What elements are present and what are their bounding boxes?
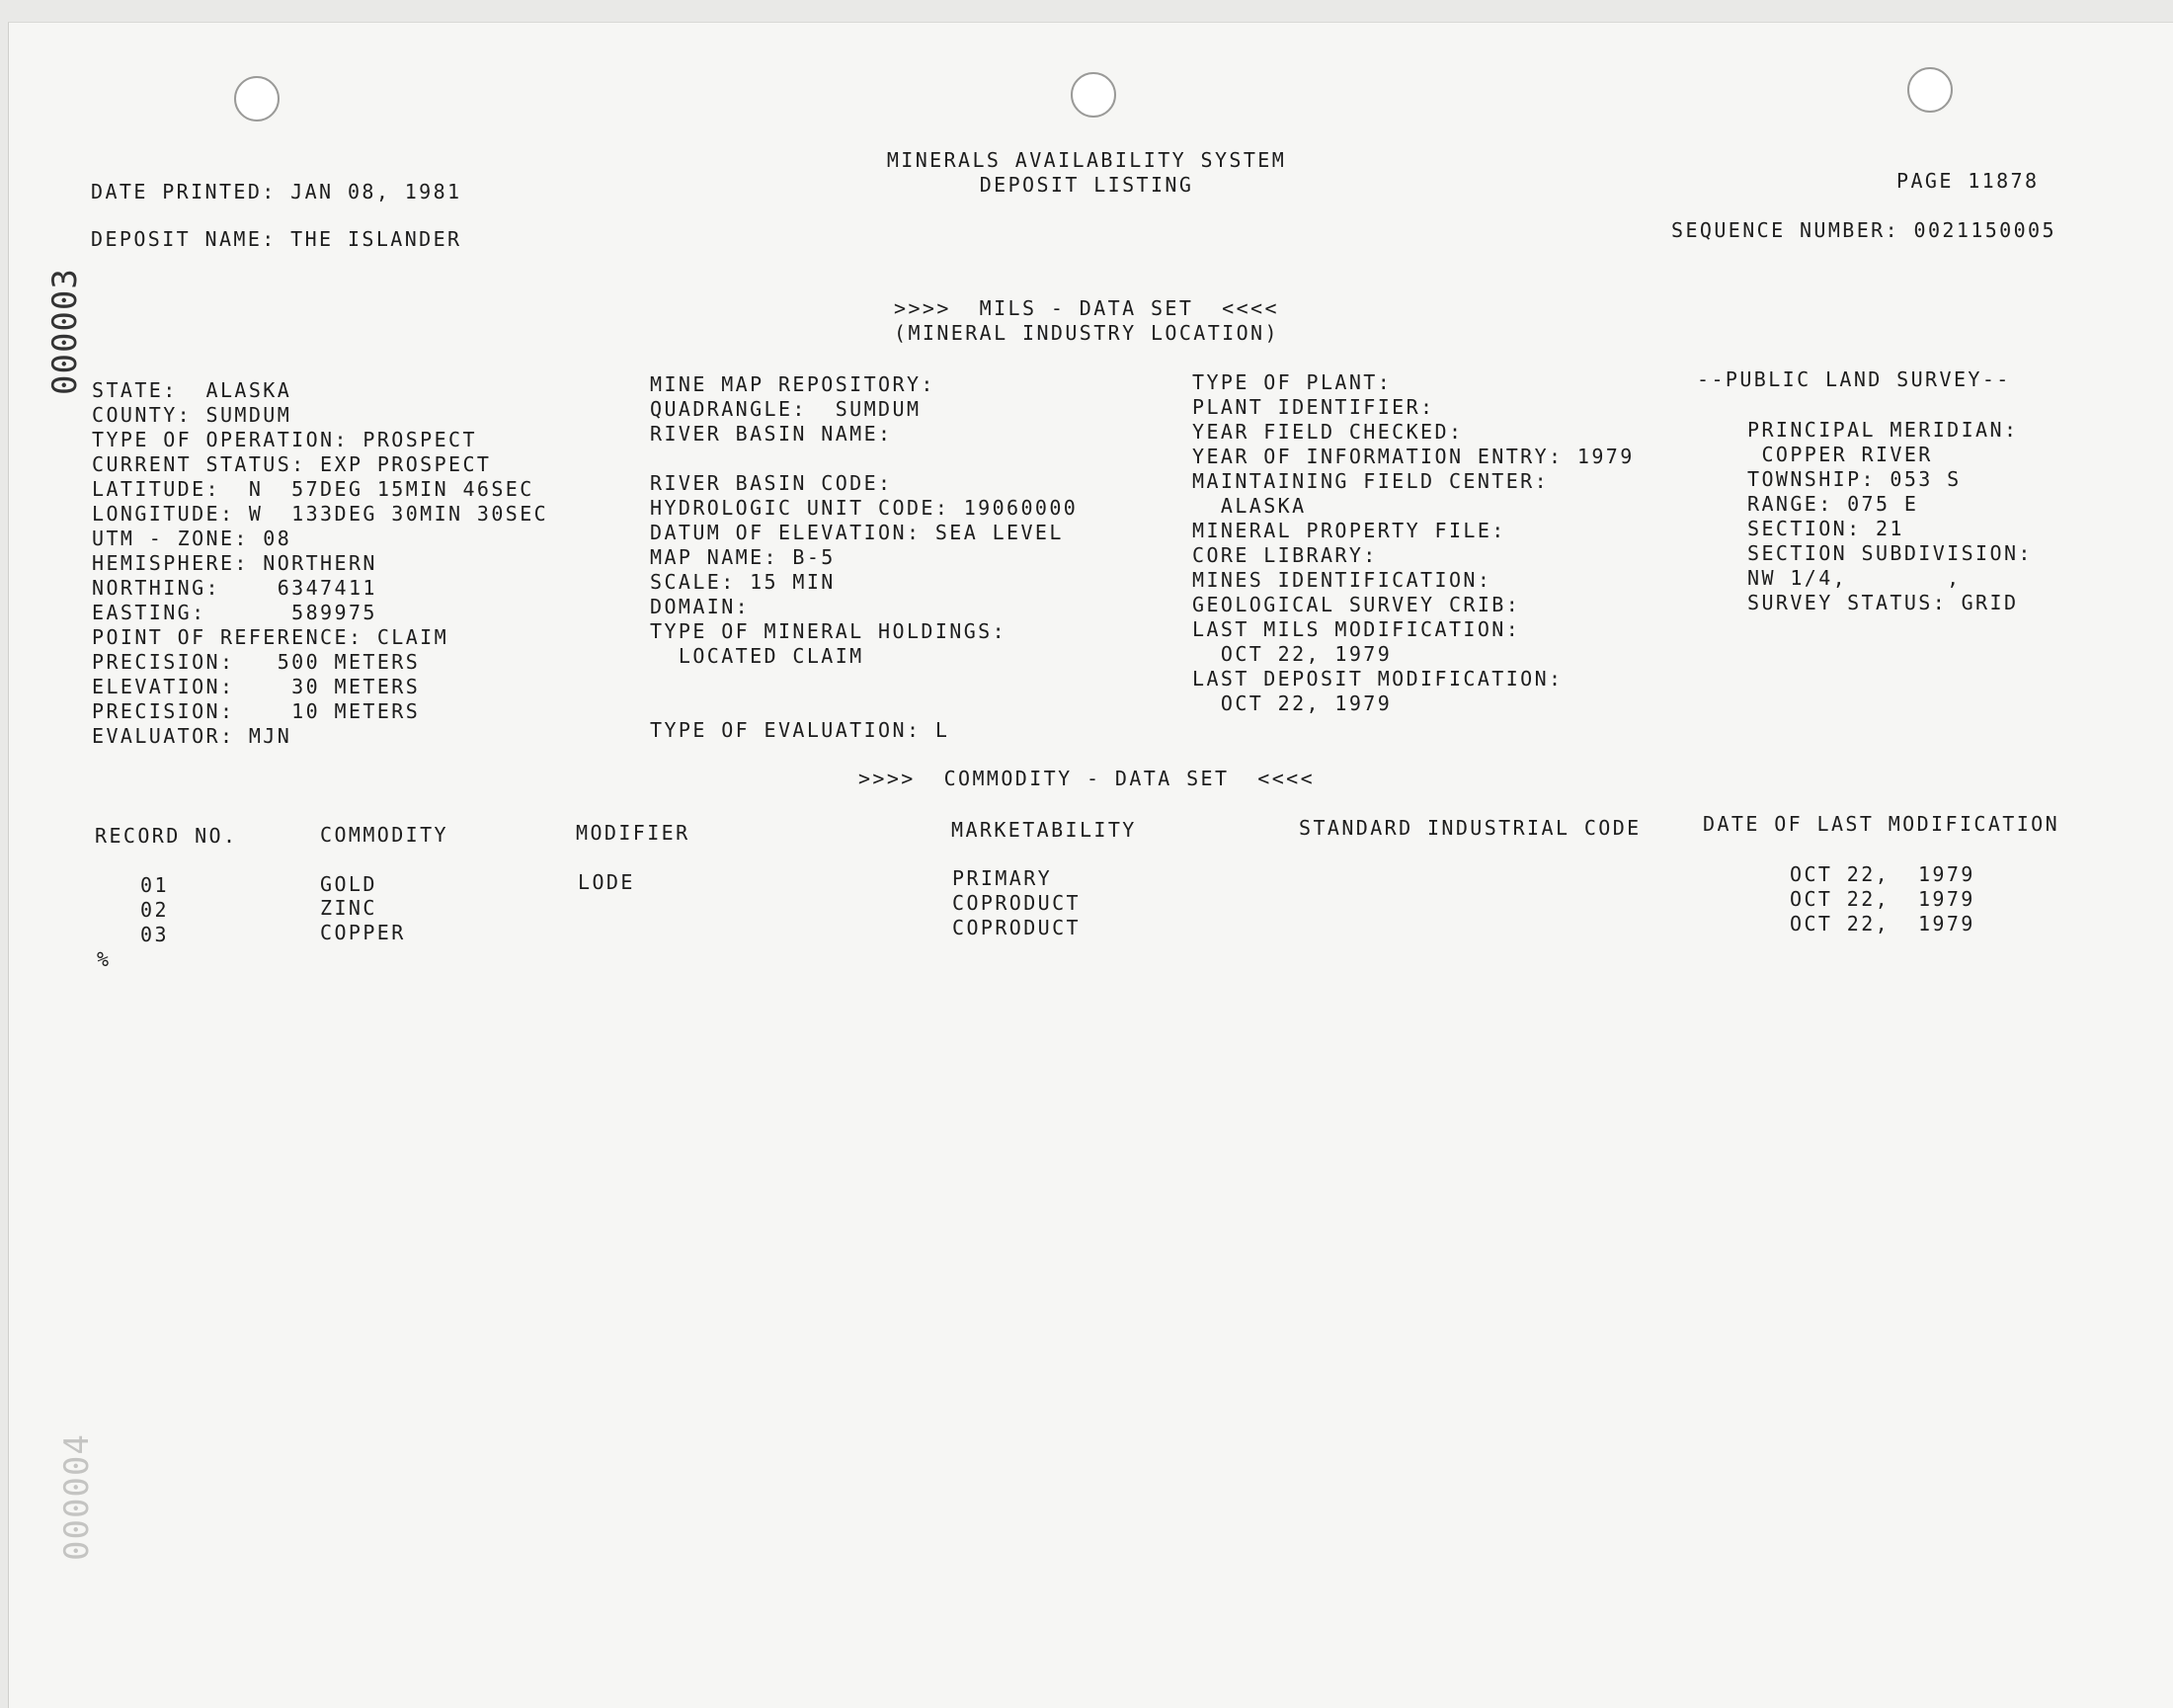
mils-column-land-survey xyxy=(1747,418,2033,615)
field-river-basin-name: RIVER BASIN NAME: xyxy=(650,422,893,446)
system-title: MINERALS AVAILABILITY SYSTEM xyxy=(886,148,1287,172)
field-latitude: LATITUDE: N 57DEG 15MIN 46SEC xyxy=(92,477,534,501)
mils-heading: >>>> MILS - DATA SET <<<< xyxy=(894,296,1279,320)
field-elevation: ELEVATION: 30 METERS xyxy=(92,675,421,698)
binder-hole-right xyxy=(1907,67,1953,113)
field-geological-survey-crib: GEOLOGICAL SURVEY CRIB: xyxy=(1192,593,1521,616)
field-section: SECTION: 21 xyxy=(1747,517,1904,540)
date-printed: DATE PRINTED: JAN 08, 1981 xyxy=(91,180,462,203)
field-utm-zone: UTM - ZONE: 08 xyxy=(92,527,292,550)
cell-date-modified: OCT 22, 1979 xyxy=(1790,887,1975,911)
field-principal-meridian: PRINCIPAL MERIDIAN: xyxy=(1747,418,2019,442)
field-last-mils-modification-value: OCT 22, 1979 xyxy=(1192,642,1393,666)
sequence-number: SEQUENCE NUMBER: 0021150005 xyxy=(1671,218,2056,242)
field-section-subdivision-value: NW 1/4, , xyxy=(1747,566,1962,590)
field-easting: EASTING: 589975 xyxy=(92,601,377,624)
field-longitude: LONGITUDE: W 133DEG 30MIN 30SEC xyxy=(92,502,549,526)
cell-date-modified: OCT 22, 1979 xyxy=(1790,912,1975,935)
field-current-status: CURRENT STATUS: EXP PROSPECT xyxy=(92,452,492,476)
field-mineral-holdings: TYPE OF MINERAL HOLDINGS: xyxy=(650,619,1007,643)
col-header-sic: STANDARD INDUSTRIAL CODE xyxy=(1299,816,1642,840)
field-township: TOWNSHIP: 053 S xyxy=(1747,467,1962,491)
binder-hole-left xyxy=(234,76,280,122)
field-year-information-entry: YEAR OF INFORMATION ENTRY: 1979 xyxy=(1192,445,1635,468)
col-header-date-modified: DATE OF LAST MODIFICATION xyxy=(1703,812,2060,836)
field-quadrangle: QUADRANGLE: SUMDUM xyxy=(650,397,922,421)
field-maintaining-field-center: MAINTAINING FIELD CENTER: xyxy=(1192,469,1550,493)
field-range: RANGE: 075 E xyxy=(1747,492,1919,516)
field-mines-identification: MINES IDENTIFICATION: xyxy=(1192,568,1492,592)
mils-column-plant xyxy=(1192,370,1635,716)
field-mineral-property-file: MINERAL PROPERTY FILE: xyxy=(1192,519,1506,542)
margin-code-bottom: 000004 xyxy=(57,1433,97,1561)
field-hydrologic-unit-code: HYDROLOGIC UNIT CODE: 19060000 xyxy=(650,496,1079,520)
col-header-marketability: MARKETABILITY xyxy=(951,818,1137,842)
cell-modifier: LODE xyxy=(578,870,635,894)
cell-record-no: 03 xyxy=(140,923,169,946)
field-principal-meridian-value: COPPER RIVER xyxy=(1747,443,1933,466)
cell-commodity: GOLD xyxy=(320,872,377,896)
field-river-basin-code: RIVER BASIN CODE: xyxy=(650,471,893,495)
cell-marketability: COPRODUCT xyxy=(952,891,1081,915)
end-of-listing-mark: % xyxy=(97,947,112,971)
field-last-deposit-modification-value: OCT 22, 1979 xyxy=(1192,691,1393,715)
field-last-deposit-modification: LAST DEPOSIT MODIFICATION: xyxy=(1192,667,1564,691)
field-scale: SCALE: 15 MIN xyxy=(650,570,836,594)
field-year-field-checked: YEAR FIELD CHECKED: xyxy=(1192,420,1464,444)
cell-marketability: PRIMARY xyxy=(952,866,1053,890)
field-evaluator: EVALUATOR: MJN xyxy=(92,724,292,748)
field-section-subdivision: SECTION SUBDIVISION: xyxy=(1747,541,2033,565)
field-elevation-precision: PRECISION: 10 METERS xyxy=(92,699,421,723)
field-operation-type: TYPE OF OPERATION: PROSPECT xyxy=(92,428,477,451)
field-core-library: CORE LIBRARY: xyxy=(1192,543,1378,567)
deposit-name: DEPOSIT NAME: THE ISLANDER xyxy=(91,227,462,251)
public-land-survey-heading: --PUBLIC LAND SURVEY-- xyxy=(1697,367,2011,391)
spacer-line xyxy=(650,669,1078,693)
cell-commodity: ZINC xyxy=(320,896,377,920)
cell-record-no: 01 xyxy=(140,873,169,897)
col-header-modifier: MODIFIER xyxy=(576,821,690,845)
col-header-record-no: RECORD NO. xyxy=(95,824,238,848)
cell-commodity: COPPER xyxy=(320,921,406,944)
field-mineral-holdings-value: LOCATED CLAIM xyxy=(650,644,864,668)
page-number: PAGE 11878 xyxy=(1896,169,2040,193)
field-type-of-evaluation: TYPE OF EVALUATION: L xyxy=(650,718,950,742)
mils-column-maps xyxy=(650,372,1078,743)
field-hemisphere: HEMISPHERE: NORTHERN xyxy=(92,551,377,575)
field-point-of-reference: POINT OF REFERENCE: CLAIM xyxy=(92,625,449,649)
field-domain: DOMAIN: xyxy=(650,595,751,618)
field-datum-of-elevation: DATUM OF ELEVATION: SEA LEVEL xyxy=(650,521,1064,544)
field-precision: PRECISION: 500 METERS xyxy=(92,650,421,674)
field-maintaining-field-center-value: ALASKA xyxy=(1192,494,1307,518)
cell-date-modified: OCT 22, 1979 xyxy=(1790,862,1975,886)
field-state: STATE: ALASKA xyxy=(92,378,292,402)
mils-column-location xyxy=(92,378,548,749)
cell-record-no: 02 xyxy=(140,898,169,922)
spacer-line xyxy=(650,693,1078,718)
cell-marketability: COPRODUCT xyxy=(952,916,1081,939)
field-map-name: MAP NAME: B-5 xyxy=(650,545,836,569)
col-header-commodity: COMMODITY xyxy=(320,823,448,847)
spacer-line xyxy=(650,447,1078,471)
field-last-mils-modification: LAST MILS MODIFICATION: xyxy=(1192,617,1521,641)
mils-subheading: (MINERAL INDUSTRY LOCATION) xyxy=(894,321,1279,345)
field-county: COUNTY: SUMDUM xyxy=(92,403,292,427)
binder-hole-center xyxy=(1071,72,1116,118)
field-northing: NORTHING: 6347411 xyxy=(92,576,377,600)
field-plant-identifier: PLANT IDENTIFIER: xyxy=(1192,395,1435,419)
field-survey-status: SURVEY STATUS: GRID xyxy=(1747,591,2019,614)
listing-title: DEPOSIT LISTING xyxy=(979,173,1194,197)
field-mine-map-repository: MINE MAP REPOSITORY: xyxy=(650,372,935,396)
field-type-of-plant: TYPE OF PLANT: xyxy=(1192,370,1393,394)
margin-code-top: 000003 xyxy=(45,268,85,395)
commodity-heading: >>>> COMMODITY - DATA SET <<<< xyxy=(857,767,1316,790)
